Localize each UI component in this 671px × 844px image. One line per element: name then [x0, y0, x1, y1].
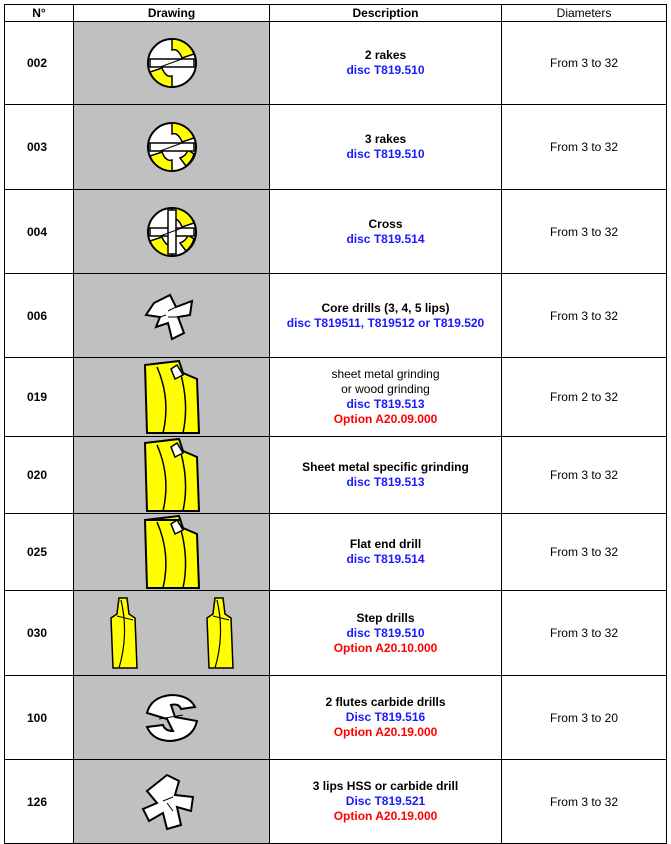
description-text: 2 flutes carbide drills [325, 695, 446, 709]
description-text: 3 rakes [364, 132, 407, 146]
header-drawing: Drawing [74, 5, 270, 22]
option-reference: Option A20.09.000 [333, 412, 438, 426]
row-number: 004 [5, 190, 74, 274]
row-number: 019 [5, 358, 74, 437]
disc-reference: disc T819.514 [346, 552, 425, 566]
drill-types-table [4, 4, 667, 844]
description-cell [270, 274, 502, 358]
flat-end-drill-icon [74, 514, 269, 590]
row-number: 020 [5, 437, 74, 514]
diameters-cell: From 3 to 32 [502, 591, 667, 676]
row-number: 100 [5, 676, 74, 760]
row-number: 003 [5, 105, 74, 190]
diameters-cell: From 3 to 20 [502, 676, 667, 760]
drill-tip-cross-icon [74, 199, 269, 265]
drawing-cell [74, 22, 270, 105]
description-cell [270, 760, 502, 844]
drill-tip-2-rakes-icon [74, 30, 269, 96]
diameters-cell: From 3 to 32 [502, 514, 667, 591]
description-cell [270, 514, 502, 591]
disc-reference: Disc T819.521 [345, 794, 426, 808]
option-reference: Option A20.19.000 [333, 725, 438, 739]
description-cell [270, 22, 502, 105]
table-row [5, 358, 667, 437]
row-number: 006 [5, 274, 74, 358]
description-text: Flat end drill [349, 537, 422, 551]
table-row [5, 760, 667, 844]
table-row [5, 437, 667, 514]
hss-3-lips-icon [74, 767, 269, 837]
description-cell [270, 105, 502, 190]
core-drill-icon [74, 281, 269, 351]
drawing-cell [74, 591, 270, 676]
description-cell [270, 591, 502, 676]
disc-reference: Disc T819.516 [345, 710, 426, 724]
disc-reference: disc T819.510 [346, 147, 425, 161]
diameters-cell: From 3 to 32 [502, 22, 667, 105]
table-row [5, 514, 667, 591]
diameters-cell: From 3 to 32 [502, 274, 667, 358]
disc-reference: disc T819511, T819512 or T819.520 [286, 315, 485, 330]
drawing-cell [74, 760, 270, 844]
row-number: 126 [5, 760, 74, 844]
diameters-cell: From 2 to 32 [502, 358, 667, 437]
drawing-cell [74, 358, 270, 437]
drill-side-sheet-metal-specific-icon [74, 437, 269, 513]
disc-reference: disc T819.510 [346, 63, 425, 77]
diameters-cell: From 3 to 32 [502, 760, 667, 844]
table-row [5, 190, 667, 274]
step-drill-icon [74, 594, 269, 672]
header-number: N° [5, 5, 74, 22]
diameters-cell: From 3 to 32 [502, 105, 667, 190]
disc-reference: disc T819.513 [346, 397, 425, 411]
description-text: sheet metal grinding [331, 367, 440, 381]
row-number: 002 [5, 22, 74, 105]
table-row [5, 591, 667, 676]
description-cell [270, 437, 502, 514]
description-text: Sheet metal specific grinding [302, 460, 469, 474]
description-text: Cross [368, 216, 403, 231]
row-number: 025 [5, 514, 74, 591]
drawing-cell [74, 676, 270, 760]
option-reference: Option A20.19.000 [333, 809, 438, 823]
description-cell [270, 676, 502, 760]
diameters-cell: From 3 to 32 [502, 190, 667, 274]
drill-side-sheet-metal-icon [74, 359, 269, 435]
row-number: 030 [5, 591, 74, 676]
option-reference: Option A20.10.000 [333, 640, 438, 655]
drawing-cell [74, 437, 270, 514]
description-cell [270, 190, 502, 274]
description-text: Step drills [356, 610, 415, 625]
description-text: Core drills (3, 4, 5 lips) [321, 300, 450, 315]
description-text: 3 lips HSS or carbide drill [312, 779, 459, 793]
description-cell [270, 358, 502, 437]
header-description: Description [270, 5, 502, 22]
table-row [5, 22, 667, 105]
drawing-cell [74, 105, 270, 190]
table-row [5, 274, 667, 358]
disc-reference: disc T819.514 [346, 231, 425, 246]
description-text: or wood grinding [341, 382, 430, 396]
diameters-cell: From 3 to 32 [502, 437, 667, 514]
drawing-cell [74, 514, 270, 591]
header-diameters: Diameters [502, 5, 667, 22]
header-row [5, 5, 667, 22]
table-row [5, 105, 667, 190]
disc-reference: disc T819.510 [346, 625, 425, 640]
drawing-cell [74, 274, 270, 358]
drill-tip-3-rakes-icon [74, 114, 269, 180]
drawing-cell [74, 190, 270, 274]
disc-reference: disc T819.513 [346, 475, 425, 489]
table-row [5, 676, 667, 760]
description-text: 2 rakes [364, 48, 407, 62]
carbide-2-flutes-icon [74, 683, 269, 753]
